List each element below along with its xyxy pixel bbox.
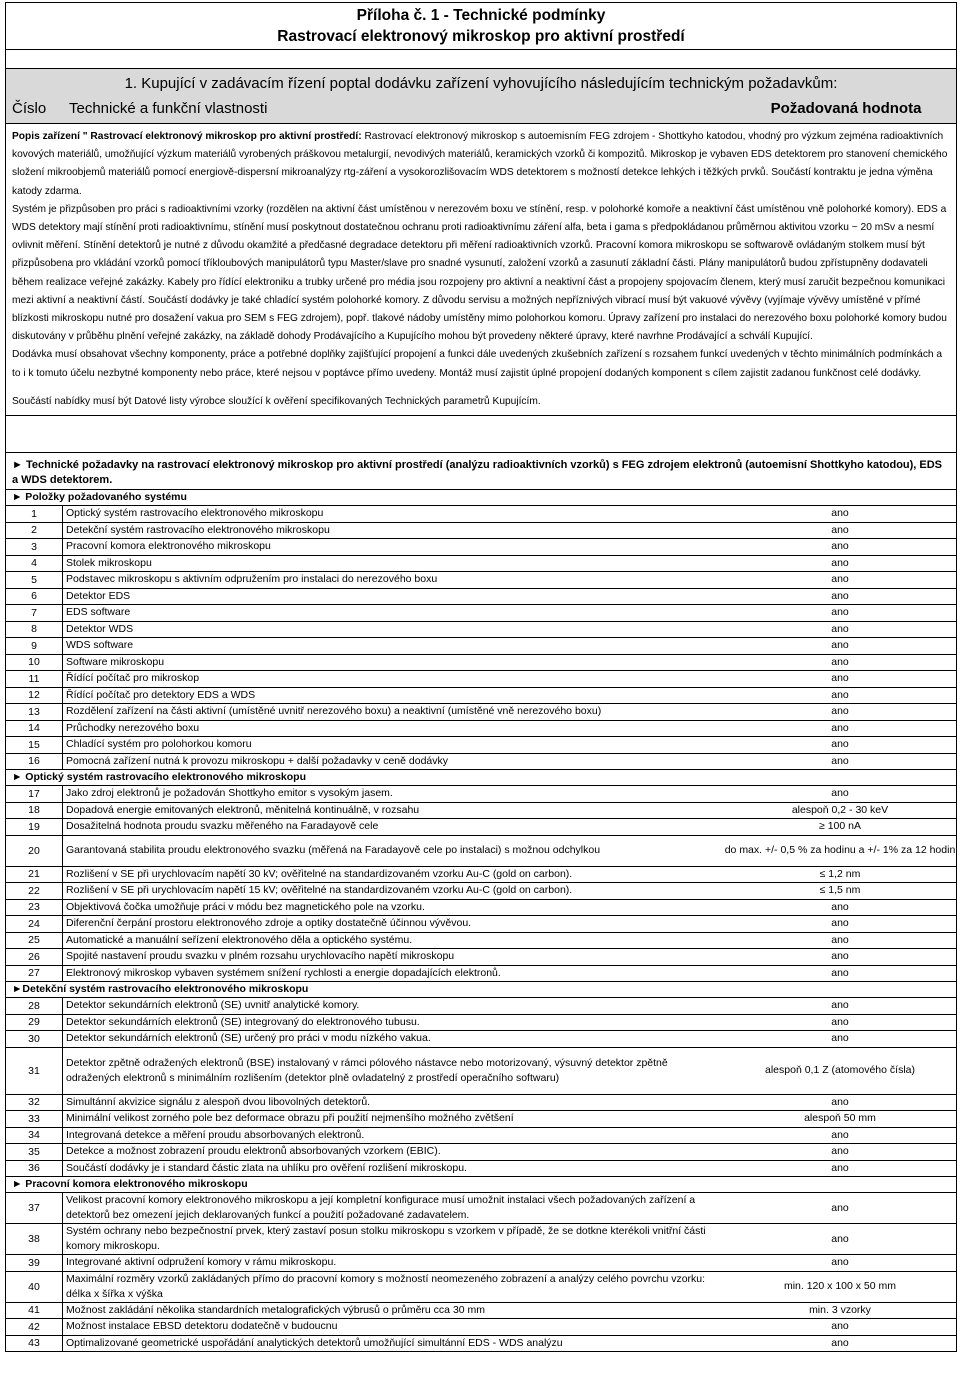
table-row [6, 505, 956, 522]
table-row [6, 1271, 956, 1302]
row-number: 12 [6, 688, 63, 704]
row-value: ano [831, 688, 849, 701]
table-row [6, 604, 956, 621]
col-value-header: Požadovaná hodnota [770, 100, 922, 117]
row-value: ano [831, 900, 849, 913]
table-row [6, 670, 956, 687]
row-number: 5 [6, 572, 63, 588]
table-row [6, 637, 956, 654]
row-requirement: Detektor sekundárních elektronů (SE) určený pro práci v modu nízkého vakua. [66, 1032, 431, 1045]
table-row [6, 785, 956, 802]
row-requirement: Stolek mikroskopu [66, 556, 152, 569]
row-number: 33 [6, 1111, 63, 1127]
table-row [6, 1254, 956, 1271]
table-row [6, 1192, 956, 1223]
row-requirement: Rozdělení zařízení na části aktivní (umístěné uvnitř nerezového boxu) a neaktivní (umístěné vně nerezového boxu) [66, 705, 602, 718]
row-value: ano [831, 1201, 849, 1214]
table-row [6, 1318, 956, 1335]
row-value: ano [831, 622, 849, 635]
row-number: 25 [6, 933, 63, 949]
table-row [6, 818, 956, 835]
table-row [6, 687, 956, 704]
row-requirement: Jako zdroj elektronů je požadován Shottkyho emitor s vysokým jasem. [66, 787, 393, 800]
row-requirement: Systém ochrany nebo bezpečnostní prvek, který zastaví posun stolku mikroskopu s vzorkem v případě, že se dotkne kterékoli vnitřní části komory mikroskopu. [66, 1225, 706, 1253]
row-value: alespoň 50 mm [804, 1112, 876, 1125]
row-requirement: Diferenční čerpání prostoru elektronového zdroje a optiky dostatečně účinnou vývěvou. [66, 917, 472, 930]
row-number: 24 [6, 916, 63, 932]
row-requirement: Detekční systém rastrovacího elektronového mikroskopu [66, 523, 330, 536]
row-value: ano [831, 1032, 849, 1045]
row-requirement: WDS software [66, 639, 134, 652]
row-number: 42 [6, 1319, 63, 1335]
row-number: 3 [6, 539, 63, 555]
row-number: 35 [6, 1144, 63, 1160]
row-requirement: Objektivová čočka umožňuje práci v módu bez magnetického pole na vzorku. [66, 900, 425, 913]
row-number: 4 [6, 556, 63, 572]
tech-requirements-heading: ► Technické požadavky na rastrovací elektronový mikroskop pro aktivní prostředí (analýzu radioaktivních vzorků) s FEG zdrojem elektronů (autoemisní Shottkyho katodou), EDS a WDS detektorem. [12, 459, 943, 487]
row-value: ano [831, 507, 849, 520]
row-requirement: Dopadová energie emitovaných elektronů, měnitelná kontinuálně, v rozsahu [66, 803, 420, 816]
row-requirement: Spojité nastavení proudu svazku v plném rozsahu urychlovacího napětí mikroskopu [66, 950, 455, 963]
description-lead-bold: Popis zařízení " Rastrovací elektronový mikroskop pro aktivní prostředí: [12, 131, 362, 142]
row-number: 38 [6, 1224, 63, 1254]
row-number: 14 [6, 721, 63, 737]
column-headers [6, 95, 956, 123]
row-value: ano [831, 1161, 849, 1174]
row-value: ano [831, 1095, 849, 1108]
table-row [6, 621, 956, 638]
row-number: 11 [6, 671, 63, 687]
table-row [6, 948, 956, 965]
row-requirement: Optimalizované geometrické uspořádání analytických detektorů umožňující simultánní EDS - WDS analýzu [66, 1336, 563, 1349]
row-value: ano [831, 606, 849, 619]
table-row [6, 1143, 956, 1160]
row-number: 7 [6, 605, 63, 621]
table-row [6, 915, 956, 932]
row-value: ano [831, 589, 849, 602]
row-value: ano [831, 556, 849, 569]
row-value: ano [831, 1256, 849, 1269]
table-row [6, 1223, 956, 1254]
row-number: 1 [6, 506, 63, 522]
row-number: 34 [6, 1128, 63, 1144]
table-row [6, 1030, 956, 1047]
row-requirement: Detekce a možnost zobrazení proudu elektronů absorbovaných vzorkem (EBIC). [66, 1145, 441, 1158]
row-value: ano [831, 999, 849, 1012]
description-block [6, 124, 956, 416]
group-heading: ► Optický systém rastrovacího elektronového mikroskopu [6, 769, 956, 785]
table-row [6, 588, 956, 605]
row-value: alespoň 0,1 Z (atomového čísla) [765, 1064, 915, 1077]
row-number: 10 [6, 655, 63, 671]
row-number: 39 [6, 1255, 63, 1271]
row-number: 28 [6, 998, 63, 1014]
col-props-header: Technické a funkční vlastnosti [69, 100, 268, 117]
table-row [6, 1110, 956, 1127]
row-number: 36 [6, 1161, 63, 1177]
row-requirement: Minimální velikost zorného pole bez deformace obrazu při použití nejmenšího možného zvětšení [66, 1112, 514, 1125]
row-requirement: Detektor sekundárních elektronů (SE) uvnitř analytické komory. [66, 999, 360, 1012]
table-row [6, 753, 956, 770]
description-p3: Dodávka musí obsahovat všechny komponenty, práce a potřebné doplňky zajišťující propojení a funkci dále uvedených zkušebních zařízení s rozsahem funkcí uvedených v těchto minimálních podmínkách a to i k tomuto účelu nezbytné komponenty nebo práce, které nejsou v poptávce přímo uvedeny. Montáž musí zajistit úplné propojení dodaných komponent s cílem zajistit zadanou funkčnost celé dodávky. [12, 349, 943, 379]
table-row [6, 932, 956, 949]
table-row [6, 720, 956, 737]
row-value: ano [831, 917, 849, 930]
row-number: 6 [6, 589, 63, 605]
row-value: ≤ 1,5 nm [819, 884, 861, 897]
row-value: ano [831, 966, 849, 979]
row-value: min. 120 x 100 x 50 mm [783, 1280, 897, 1293]
table-row [6, 571, 956, 588]
row-requirement: Automatické a manuální seřízení elektronového děla a optického systému. [66, 933, 413, 946]
row-value: ano [831, 1015, 849, 1028]
row-requirement: Detektor EDS [66, 589, 131, 602]
row-requirement: Simultánní akvizice signálu z alespoň dvou libovolných detektorů. [66, 1095, 371, 1108]
row-value: ano [831, 540, 849, 553]
row-requirement: Velikost pracovní komory elektronového mikroskopu a její kompletní konfigurace musí umožnit instalaci všech požadovaných zařízení a detektorů bez omezení jejich deklarovaných funkcí a použití požadované zadavatelem. [66, 1194, 696, 1222]
row-value: ano [831, 754, 849, 767]
table-row [6, 866, 956, 883]
table-row [6, 997, 956, 1014]
row-number: 26 [6, 949, 63, 965]
table-row [6, 802, 956, 819]
row-number: 17 [6, 786, 63, 802]
table-row [6, 1302, 956, 1319]
row-value: min. 3 vzorky [809, 1303, 871, 1316]
row-requirement: Průchodky nerezového boxu [66, 721, 200, 734]
row-requirement: Možnost instalace EBSD detektoru dodatečně v budoucnu [66, 1320, 338, 1333]
description-p2: Systém je přizpůsoben pro práci s radioaktivními vzorky (rozdělen na aktivní část umístěnou v nerezovém boxu ve stínění, resp. v polohorké komoře a neaktivní část umístěnou vně polohorké komory). EDS a WDS detektory mají stínění proti radioaktivnímu, stínění musí poskytnout dostatečnou ochranu proti radioaktivnímu záření alfa, beta i gama s předpokládanou průměrnou aktivitou vzorku ~ 20 mSv a nesmí ovlivnit měření. Stínění detektorů je nutné z důvodu okamžité a předčasné degradace detektoru při měření radioaktivních vzorků. Pracovní komora mikroskopu se softwarově ovládaným stolkem musí být přizpůsobena pro vkládání vzorků pomocí tříkloubových manipulátorů typu Master/slave pro snadné vysunutí, založení vzorků a zasunutí základní části. Plány manipulátorů budou zpřístupněny dodavateli během realizace veřejné zakázky. Kabely pro řídící elektroniku a trubky určené pro média jsou rozpojeny pro aktivní a neaktivní část a propojeny spojovacím členem, který musí zaručit bezpečnou komunikaci mezi aktivní a neaktivní částí. Součástí dodávky je také chladící systém polohorké komory. Z důvodu servisu a možných nepříznivých vibrací musí být vakuové vývěvy (vyjímaje vývěvy umístěné v přímé blízkosti mikroskopu nutné pro dosažení vakua pro SEM s FEG zdrojem), popř. tlakové nádoby umístěny mimo polohorkou komoru. Úpravy zařízení pro instalaci do nerezového boxu polohorké komory budou diskutovány v průběhu plnění veřejné zakázky, na základě dohody Prodávajícího a Kupujícího mohou být provedeny některé úpravy, které navrhne Prodávající a schválí Kupující. [12, 203, 947, 343]
row-value: ano [831, 1336, 849, 1349]
row-number: 9 [6, 638, 63, 654]
description-p1 [12, 128, 950, 201]
row-requirement: Detektor sekundárních elektronů (SE) integrovaný do elektronového tubusu. [66, 1015, 420, 1028]
row-number: 40 [6, 1272, 63, 1302]
row-requirement: Optický systém rastrovacího elektronového mikroskopu [66, 507, 324, 520]
row-number: 8 [6, 622, 63, 638]
group-heading: ►Detekční systém rastrovacího elektronového mikroskopu [6, 981, 956, 997]
row-requirement: Rozlišení v SE při urychlovacím napětí 15 kV; ověřitelné na standardizovaném vzorku Au-C (gold on carbon). [66, 884, 573, 897]
row-number: 29 [6, 1015, 63, 1031]
row-requirement: Maximální rozměry vzorků zakládaných přímo do pracovní komory s možností neomezeného zobrazení a analýzy celého povrchu vzorku: délka x šířka x výška [66, 1272, 706, 1300]
row-number: 23 [6, 900, 63, 916]
row-number: 27 [6, 966, 63, 982]
row-requirement: Detektor WDS [66, 622, 134, 635]
table-row [6, 1335, 956, 1352]
row-requirement: Garantovaná stabilita proudu elektronového svazku (měřená na Faradayově cele po instalaci) s možnou odchylkou [66, 844, 601, 857]
row-number: 32 [6, 1095, 63, 1111]
row-requirement: Dosažitelná hodnota proudu svazku měřeného na Faradayově cele [66, 820, 379, 833]
table-row [6, 882, 956, 899]
row-number: 13 [6, 704, 63, 720]
row-requirement: Pracovní komora elektronového mikroskopu [66, 540, 271, 553]
row-value: ano [831, 1320, 849, 1333]
table-row [6, 1094, 956, 1111]
row-value: do max. +/- 0,5 % za hodinu a +/- 1% za 12 hodin [724, 844, 956, 857]
row-value: ano [831, 933, 849, 946]
table-row [6, 654, 956, 671]
row-requirement: Integrovaná detekce a měření proudu absorbovaných elektronů. [66, 1128, 365, 1141]
row-requirement: Součástí dodávky je i standard částic zlata na uhlíku pro ověření rozlišení mikroskopu. [66, 1161, 467, 1174]
section-header [6, 68, 956, 124]
document-title: Příloha č. 1 - Technické podmínky [356, 7, 606, 24]
row-value: ano [831, 639, 849, 652]
table-row [6, 835, 956, 866]
table-row [6, 1014, 956, 1031]
table-row [6, 899, 956, 916]
row-value: ≤ 1,2 nm [819, 867, 861, 880]
table-row [6, 1160, 956, 1177]
row-requirement: Řídící počítač pro mikroskop [66, 672, 200, 685]
row-value: ano [831, 1128, 849, 1141]
row-value: ano [831, 672, 849, 685]
row-number: 16 [6, 754, 63, 770]
row-number: 41 [6, 1303, 63, 1319]
row-number: 19 [6, 819, 63, 835]
row-value: ano [831, 573, 849, 586]
row-requirement: EDS software [66, 606, 131, 619]
row-number: 20 [6, 836, 63, 866]
row-requirement: Možnost zakládání několika standardních metalografických výbrusů o průměru cca 30 mm [66, 1303, 486, 1316]
row-value: ano [831, 721, 849, 734]
table-row [6, 736, 956, 753]
row-value: ≥ 100 nA [819, 820, 861, 833]
row-number: 2 [6, 523, 63, 539]
description-p4: Součástí nabídky musí být Datové listy výrobce sloužící k ověření specifikovaných Technických parametrů Kupujícím. [12, 395, 541, 407]
row-value: alespoň 0,2 - 30 keV [791, 803, 889, 816]
row-value: ano [831, 787, 849, 800]
row-requirement: Integrované aktivní odpružení komory v rámu mikroskopu. [66, 1256, 337, 1269]
row-number: 43 [6, 1336, 63, 1352]
row-number: 31 [6, 1048, 63, 1094]
row-requirement: Elektronový mikroskop vybaven systémem snížení rychlosti a energie dopadajících elektronů. [66, 966, 501, 979]
row-value: ano [831, 655, 849, 668]
section-headline: 1. Kupující v zadávacím řízení poptal dodávku zařízení vyhovujícího následujícím technickým požadavkům: [124, 75, 838, 92]
table-row [6, 538, 956, 555]
group-heading: ► Pracovní komora elektronového mikroskopu [6, 1176, 956, 1192]
table-row [6, 522, 956, 539]
row-number: 22 [6, 883, 63, 899]
spacer-row [6, 416, 956, 453]
col-number-header: Číslo [12, 100, 47, 117]
row-requirement: Chladící systém pro polohorkou komoru [66, 738, 252, 751]
table-row [6, 703, 956, 720]
row-value: ano [831, 1145, 849, 1158]
spacer-row [6, 49, 956, 68]
description-lead-text: Rastrovací elektronový mikroskop s autoemisním FEG zdrojem - Shottkyho katodou, vhodný pro výzkum zejména radioaktivních kovových materiálů, umožňující výzkum materiálů vyrobených práškovou metalurgií, nevodivých materiálů, keramických vzorků či kompozitů. Mikroskop je vybaven EDS detektorem pro stanovení chemického složení mikroobjemů materiálů pomocí energiově-dispersní mikroanalýzy rtg-záření a vysokorozlišovacím WDS detektorem s možností detekce lehkých i těžkých prvků. Součástí kontraktu je jedna výměna katody zdarma. [12, 131, 948, 197]
row-value: ano [831, 1232, 849, 1245]
row-value: ano [831, 950, 849, 963]
table-row [6, 1127, 956, 1144]
row-number: 15 [6, 737, 63, 753]
row-requirement: Řídící počítač pro detektory EDS a WDS [66, 688, 256, 701]
table-row [6, 1047, 956, 1094]
row-requirement: Podstavec mikroskopu s aktivním odpružením pro instalaci do nerezového boxu [66, 573, 438, 586]
row-number: 18 [6, 803, 63, 819]
title-block [6, 3, 956, 49]
row-number: 30 [6, 1031, 63, 1047]
row-requirement: Pomocná zařízení nutná k provozu mikroskopu + další požadavky v ceně dodávky [66, 754, 448, 767]
row-value: ano [831, 523, 849, 536]
row-requirement: Detektor zpětně odražených elektronů (BSE) instalovaný v rámci pólového nástavce nebo motorizovaný, výsuvný detektor zpětně odražených elektronů s minimálním rozlišením (detektor plně ovladatelný z prostředí operačního softwaru) [66, 1056, 668, 1084]
row-value: ano [831, 738, 849, 751]
group-heading: ► Položky požadovaného systému [6, 489, 956, 505]
row-number: 37 [6, 1193, 63, 1223]
row-value: ano [831, 705, 849, 718]
row-number: 21 [6, 867, 63, 883]
table-row [6, 965, 956, 982]
document-subtitle: Rastrovací elektronový mikroskop pro aktivní prostředí [277, 28, 685, 45]
requirements-table [6, 489, 956, 1351]
document-sheet [5, 2, 957, 1352]
table-row [6, 555, 956, 572]
row-requirement: Software mikroskopu [66, 655, 165, 668]
row-requirement: Rozlišení v SE při urychlovacím napětí 30 kV; ověřitelné na standardizovaném vzorku Au-C (gold on carbon). [66, 867, 573, 880]
